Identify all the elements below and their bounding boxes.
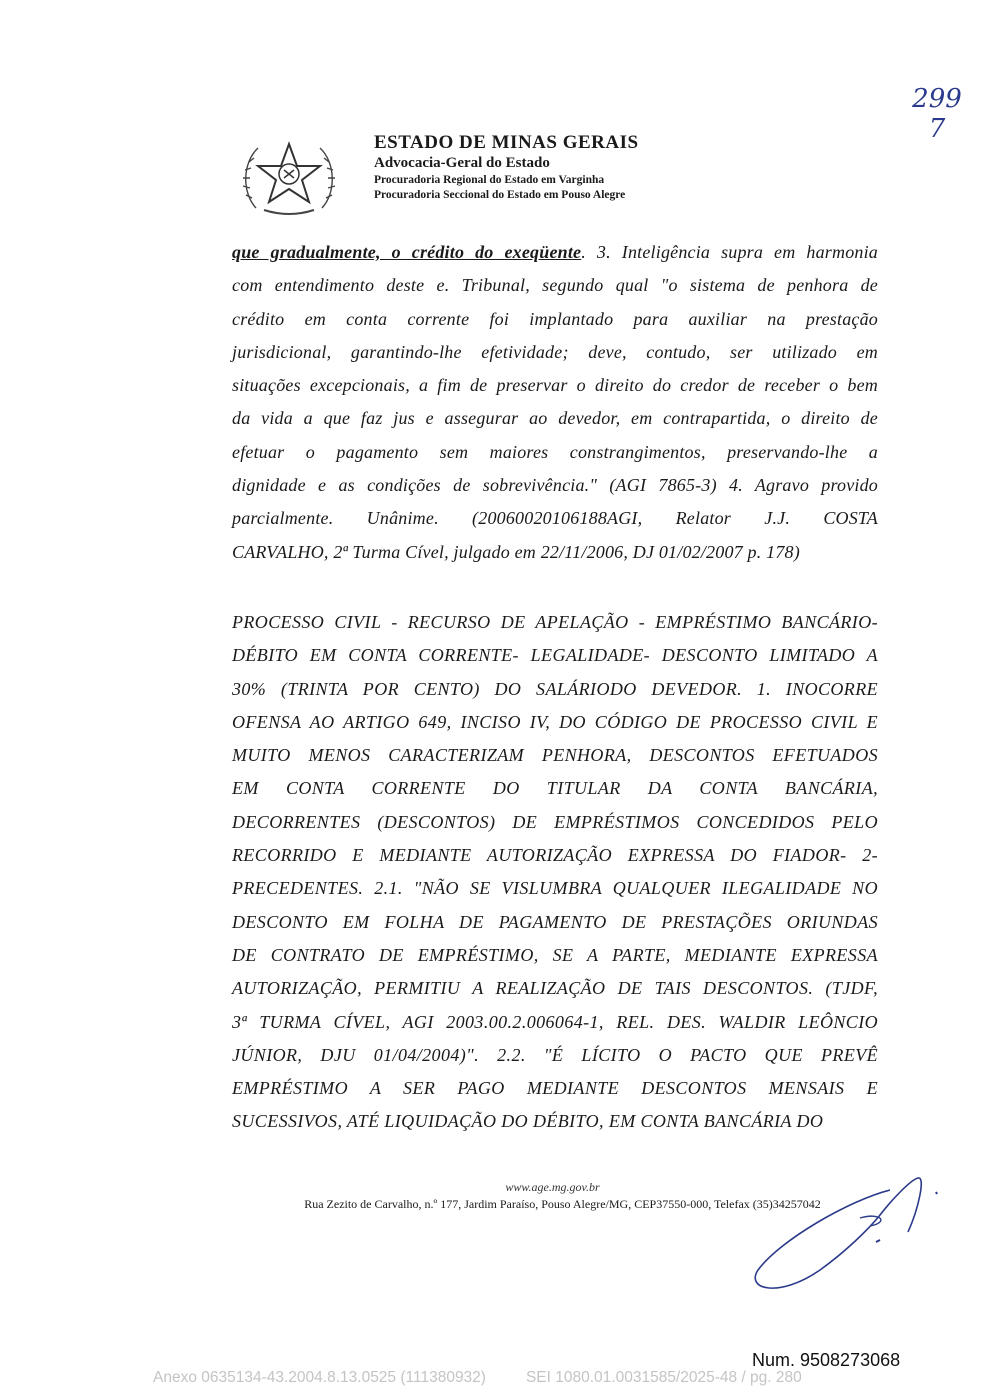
text-line: RECORRIDO E MEDIANTE AUTORIZAÇÃO EXPRESSA DO FIADOR- 2- — [232, 845, 878, 866]
text-line: 3ª TURMA CÍVEL, AGI 2003.00.2.006064-1, REL. DES. WALDIR LEÔNCIO — [232, 1011, 878, 1032]
agency-name: Advocacia-Geral do Estado — [374, 155, 550, 171]
paragraph-jurisprudence-2 — [232, 606, 878, 1139]
text-line: jurisdicional, garantindo-lhe efetividade; deve, contudo, ser utilizado em — [232, 341, 878, 362]
address: Rua Zezito de Carvalho, n.º 177, Jardim Paraíso, Pouso Alegre/MG, CEP37550-000, Telefax (35)34257042 — [304, 1197, 821, 1211]
text-line: EM CONTA CORRENTE DO TITULAR DA CONTA BANCÁRIA, — [232, 778, 878, 799]
text-line: MUITO MENOS CARACTERIZAM PENHORA, DESCONTOS EFETUADOS — [232, 745, 878, 766]
text-line: parcialmente. Unânime. (20060020106188AGI, Relator J.J. COSTA — [232, 508, 878, 529]
coat-of-arms-icon — [238, 138, 340, 220]
document-number: Num. 9508273068 — [752, 1350, 901, 1370]
text-line: dignidade e as condições de sobrevivência." (AGI 7865-3) 4. Agravo provido — [232, 475, 878, 496]
regional-office: Procuradoria Regional do Estado em Varginha — [374, 174, 605, 186]
handwritten-signature — [740, 1160, 940, 1300]
text-line: DESCONTO EM FOLHA DE PAGAMENTO DE PRESTAÇÕES ORIUNDAS — [232, 911, 878, 932]
letterhead — [374, 132, 639, 203]
stamp-right: SEI 1080.01.0031585/2025-48 / pg. 280 — [525, 1369, 802, 1386]
text-line — [232, 236, 878, 269]
handwritten-page-number-sub: 7 — [928, 114, 946, 144]
text-line-rest: . 3. Inteligência supra em harmonia — [581, 242, 878, 262]
text-line: crédito em conta corrente foi implantado para auxiliar na prestação — [232, 308, 878, 329]
handwritten-page-number-main: 299 — [912, 84, 962, 114]
text-line: PROCESSO CIVIL - RECURSO DE APELAÇÃO - EMPRÉSTIMO BANCÁRIO- — [232, 612, 878, 632]
text-line: EMPRÉSTIMO A SER PAGO MEDIANTE DESCONTOS MENSAIS E — [232, 1078, 878, 1099]
text-line: 30% (TRINTA POR CENTO) DO SALÁRIODO DEVEDOR. 1. INOCORRE — [232, 678, 878, 699]
stamp-left: Anexo 0635134-43.2004.8.13.0525 (111380932) — [153, 1369, 486, 1386]
bottom-stamp — [153, 1369, 883, 1387]
text-line: DE CONTRATO DE EMPRÉSTIMO, SE A PARTE, MEDIANTE EXPRESSA — [232, 944, 878, 965]
text-line: DÉBITO EM CONTA CORRENTE- LEGALIDADE- DESCONTO LIMITADO A — [232, 645, 878, 666]
website: www.age.mg.gov.br — [505, 1180, 600, 1194]
text-line: JÚNIOR, DJU 01/04/2004)". 2.2. "É LÍCITO O PACTO QUE PREVÊ — [232, 1044, 878, 1065]
text-line: situações excepcionais, a fim de preservar o direito do credor de receber o bem — [232, 375, 878, 396]
text-line: AUTORIZAÇÃO, PERMITIU A REALIZAÇÃO DE TAIS DESCONTOS. (TJDF, — [232, 978, 878, 999]
text-line: DECORRENTES (DESCONTOS) DE EMPRÉSTIMOS CONCEDIDOS PELO — [232, 811, 878, 832]
handwritten-page-number — [902, 84, 972, 144]
state-name: ESTADO DE MINAS GERAIS — [374, 132, 639, 153]
text-line: SUCESSIVOS, ATÉ LIQUIDAÇÃO DO DÉBITO, EM CONTA BANCÁRIA DO — [232, 1111, 824, 1132]
paragraph-jurisprudence-1 — [232, 236, 878, 569]
text-line: CARVALHO, 2ª Turma Cível, julgado em 22/11/2006, DJ 01/02/2007 p. 178) — [232, 541, 800, 562]
text-line: PRECEDENTES. 2.1. "NÃO SE VISLUMBRA QUALQUER ILEGALIDADE NO — [232, 878, 878, 899]
text-line: com entendimento deste e. Tribunal, segundo qual "o sistema de penhora de — [232, 275, 878, 296]
text-line: da vida a que faz jus e assegurar ao devedor, em contrapartida, o direito de — [232, 408, 878, 429]
text-line: efetuar o pagamento sem maiores constrangimentos, preservando-lhe a — [232, 441, 878, 462]
text-line: OFENSA AO ARTIGO 649, INCISO IV, DO CÓDIGO DE PROCESSO CIVIL E — [232, 711, 878, 732]
underlined-text: que gradualmente, o crédito do exeqüente — [232, 242, 582, 262]
sectional-office: Procuradoria Seccional do Estado em Pouso Alegre — [374, 189, 626, 201]
